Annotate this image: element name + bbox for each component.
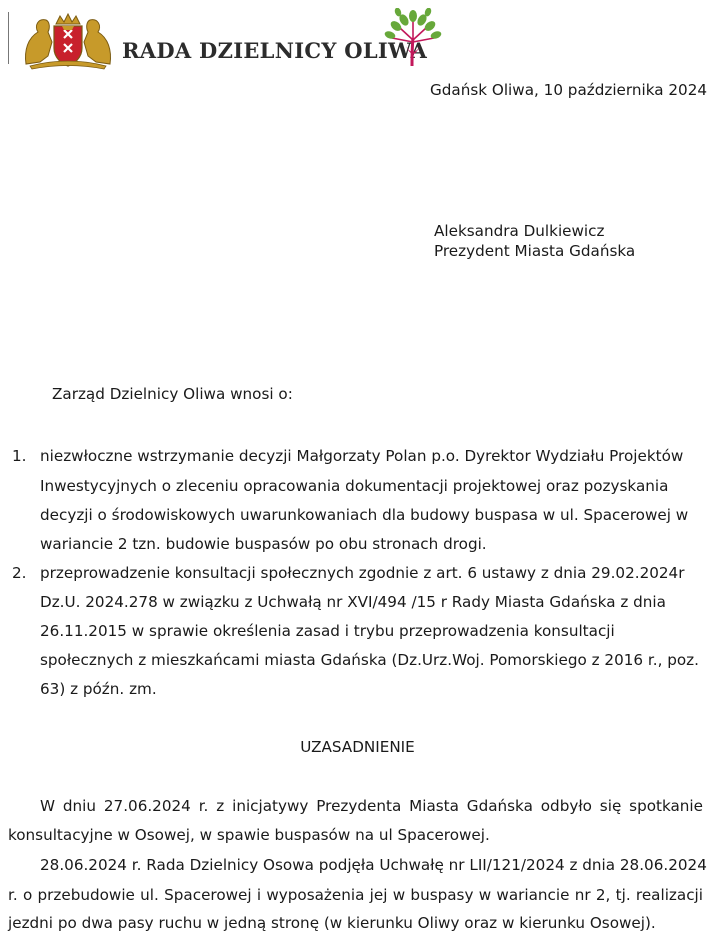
request-line: decyzji o środowiskowych uwarunkowaniach dla budowy buspasa w ul. Spacerowej w xyxy=(40,506,689,524)
request-line: przeprowadzenie konsultacji społecznych zgodnie z art. 6 ustawy z dnia 29.02.2024r xyxy=(40,564,685,582)
tree-logo xyxy=(382,8,444,68)
recipient-name: Aleksandra Dulkiewicz xyxy=(434,222,605,240)
request-line: niezwłoczne wstrzymanie decyzji Małgorzaty Polan p.o. Dyrektor Wydziału Projektów xyxy=(40,447,684,465)
request-line: 26.11.2015 w sprawie określenia zasad i trybu przeprowadzenia konsultacji xyxy=(40,622,615,640)
request-line: Dz.U. 2024.278 w związku z Uchwałą nr XVI/494 /15 r Rady Miasta Gdańska z dnia xyxy=(40,593,666,611)
justification-line: jezdni po dwa pasy ruchu w jedną stronę (w kierunku Oliwy oraz w kierunku Osowej). xyxy=(8,914,656,932)
section-heading: UZASADNIENIE xyxy=(300,738,415,756)
justification-line: 28.06.2024 r. Rada Dzielnicy Osowa podjęła Uchwałę nr LII/121/2024 z dnia 28.06.2024 xyxy=(40,856,707,874)
organization-name: RADA DZIELNICY OLIWA xyxy=(122,38,428,63)
request-number: 2. xyxy=(12,564,27,582)
justification-line: konsultacyjne w Osowej, w spawie buspasów na ul Spacerowej. xyxy=(8,826,490,844)
request-line: wariancie 2 tzn. budowie buspasów po obu stronach drogi. xyxy=(40,535,487,553)
intro-line: Zarząd Dzielnicy Oliwa wnosi o: xyxy=(52,385,293,403)
request-number: 1. xyxy=(12,447,27,465)
request-line: społecznych z mieszkańcami miasta Gdańska (Dz.Urz.Woj. Pomorskiego z 2016 r., poz. xyxy=(40,651,699,669)
justification-line: W dniu 27.06.2024 r. z inicjatywy Prezydenta Miasta Gdańska odbyło się spotkanie xyxy=(40,797,703,815)
gdansk-coat-of-arms-logo xyxy=(22,12,114,70)
place-date: Gdańsk Oliwa, 10 października 2024 xyxy=(430,81,708,99)
letterhead-rule xyxy=(8,12,9,64)
request-line: 63) z późn. zm. xyxy=(40,680,157,698)
recipient-title: Prezydent Miasta Gdańska xyxy=(434,242,636,260)
request-line: Inwestycyjnych o zleceniu opracowania dokumentacji projektowej oraz pozyskania xyxy=(40,477,669,495)
justification-line: r. o przebudowie ul. Spacerowej i wyposażenia jej w buspasy w wariancie nr 2, tj. realizacji xyxy=(8,886,703,904)
